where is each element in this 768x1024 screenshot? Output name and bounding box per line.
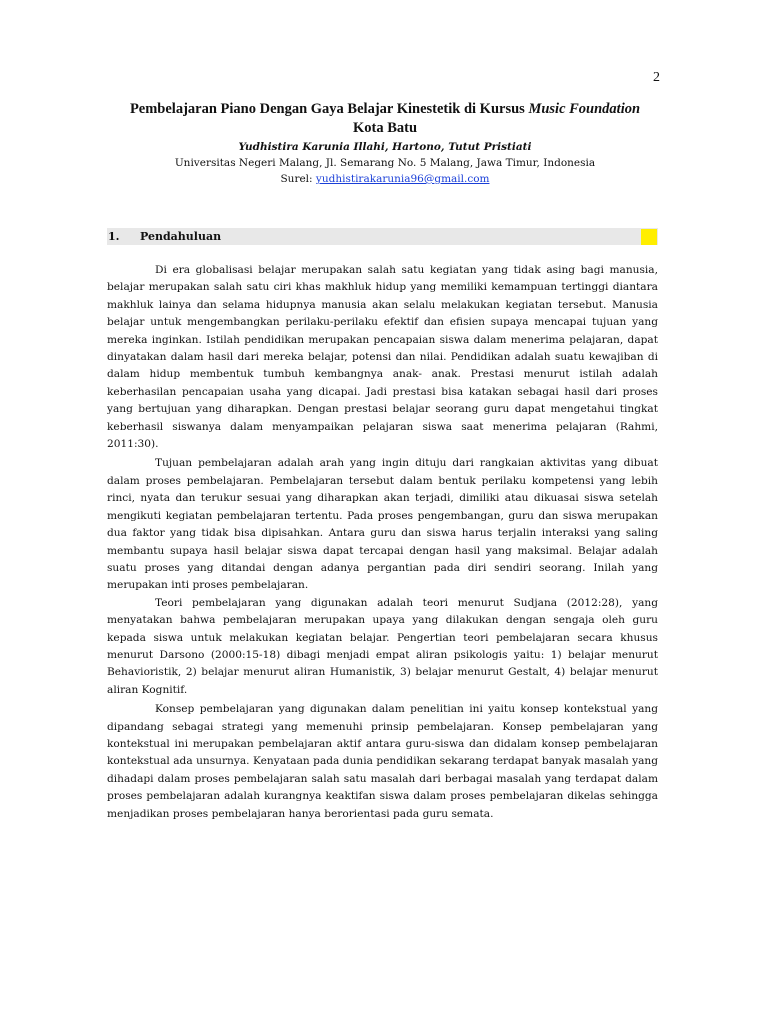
title-line2: Kota Batu — [352, 120, 418, 136]
section-number: 1. — [108, 230, 120, 243]
email-link[interactable]: yudhistirakarunia96@gmail.com — [315, 173, 490, 185]
page-number: 2 — [653, 70, 660, 85]
article-header — [100, 100, 670, 187]
paragraph: Konsep pembelajaran yang digunakan dalam penelitian ini yaitu konsep kontekstual yang dipandang sebagai strategi yang memenuhi prinsip pembelajaran. Konsep pembelajaran yang kontekstual ini merupakan pembelajaran aktif antara guru-siswa dan didalam konsep pembelajaran kontekstual ada unsurnya. Kenyataan pada dunia pendidikan sekarang terdapat banyak masalah yang dihadapi dalam proses pembelajaran salah satu masalah dari berbagai masalah yang terdapat dalam proses pembelajaran adalah kurangnya keaktifan siswa dalam proses pembelajaran dikelas sehingga menjadikan proses pembelajaran hanya berorientasi pada guru semata. — [107, 703, 658, 820]
paragraph: Tujuan pembelajaran adalah arah yang ingin dituju dari rangkaian aktivitas yang dibuat dalam proses pembelajaran. Pembelajaran tersebut dalam bentuk perilaku kompetensi yang lebih rinci, nyata dan terukur sesuai yang diharapkan akan terjadi, dimiliki atau dikuasai siswa setelah mengikuti kegiatan pembelajaran tertentu. Pada proses pengembangan, guru dan siswa merupakan dua faktor yang tidak bisa dipisahkan. Antara guru dan siswa harus terjalin interaksi yang saling membantu supaya hasil belajar siswa dapat tercapai dengan hasil yang maksimal. Belajar adalah suatu proses yang ditandai dengan adanya pergantian pada diri sendiri seorang. Inilah yang merupakan inti proses pembelajaran. — [107, 457, 658, 592]
title-italic: Music Foundation — [528, 101, 641, 117]
paragraph: Teori pembelajaran yang digunakan adalah teori menurut Sudjana (2012:28), yang menyatakan bahwa pembelajaran merupakan upaya yang dilakukan dengan sengaja oleh guru kepada siswa untuk melakukan kegiatan belajar. Pengertian teori pembelajaran secara khusus menurut Darsono (2000:15-18) dibagi menjadi empat aliran psikologis yaitu: 1) belajar menurut Behavioristik, 2) belajar menurut aliran Humanistik, 3) belajar menurut Gestalt, 4) belajar menurut aliran Kognitif. — [107, 596, 658, 696]
title-main: Pembelajaran Piano Dengan Gaya Belajar Kinestetik di Kursus — [129, 101, 529, 117]
email-label: Surel: — [280, 173, 316, 185]
section-heading — [108, 228, 221, 245]
email-line — [100, 171, 670, 187]
article-title — [100, 100, 670, 138]
section-title: Pendahuluan — [140, 230, 222, 243]
authors: Yudhistira Karunia Illahi, Hartono, Tutut Pristiati — [238, 141, 532, 153]
highlight-marker — [641, 229, 657, 245]
body-text — [107, 262, 658, 823]
affiliation: Universitas Negeri Malang, Jl. Semarang No. 5 Malang, Jawa Timur, Indonesia — [174, 157, 596, 169]
paragraph: Di era globalisasi belajar merupakan salah satu kegiatan yang tidak asing bagi manusia, belajar merupakan salah satu ciri khas makhluk hidup yang memiliki kemampuan tertinggi diantara makhluk lainya dan selama hidupnya manusia akan selalu melakukan kegiatan tersebut. Manusia belajar untuk mengembangkan perilaku-perilaku efektif dan efisien supaya mencapai tujuan yang mereka inginkan. Istilah pendidikan merupakan pencapaian siswa dalam menerima pelajaran, dapat dinyatakan dalam hasil dari mereka belajar, potensi dan nilai. Pendidikan adalah suatu kewajiban di dalam hidup membentuk tumbuh kembangnya anak- anak. Prestasi menurut istilah adalah keberhasilan pencapaian usaha yang dicapai. Jadi prestasi bisa katakan sebagai hasil dari proses yang bertujuan yang diharapkan. Dengan prestasi belajar seorang guru dapat mengetahui tingkat keberhasil siswanya dalam menyampaikan pelajaran siswa saat menerima pelajaran (Rahmi, 2011:30). — [107, 264, 658, 451]
